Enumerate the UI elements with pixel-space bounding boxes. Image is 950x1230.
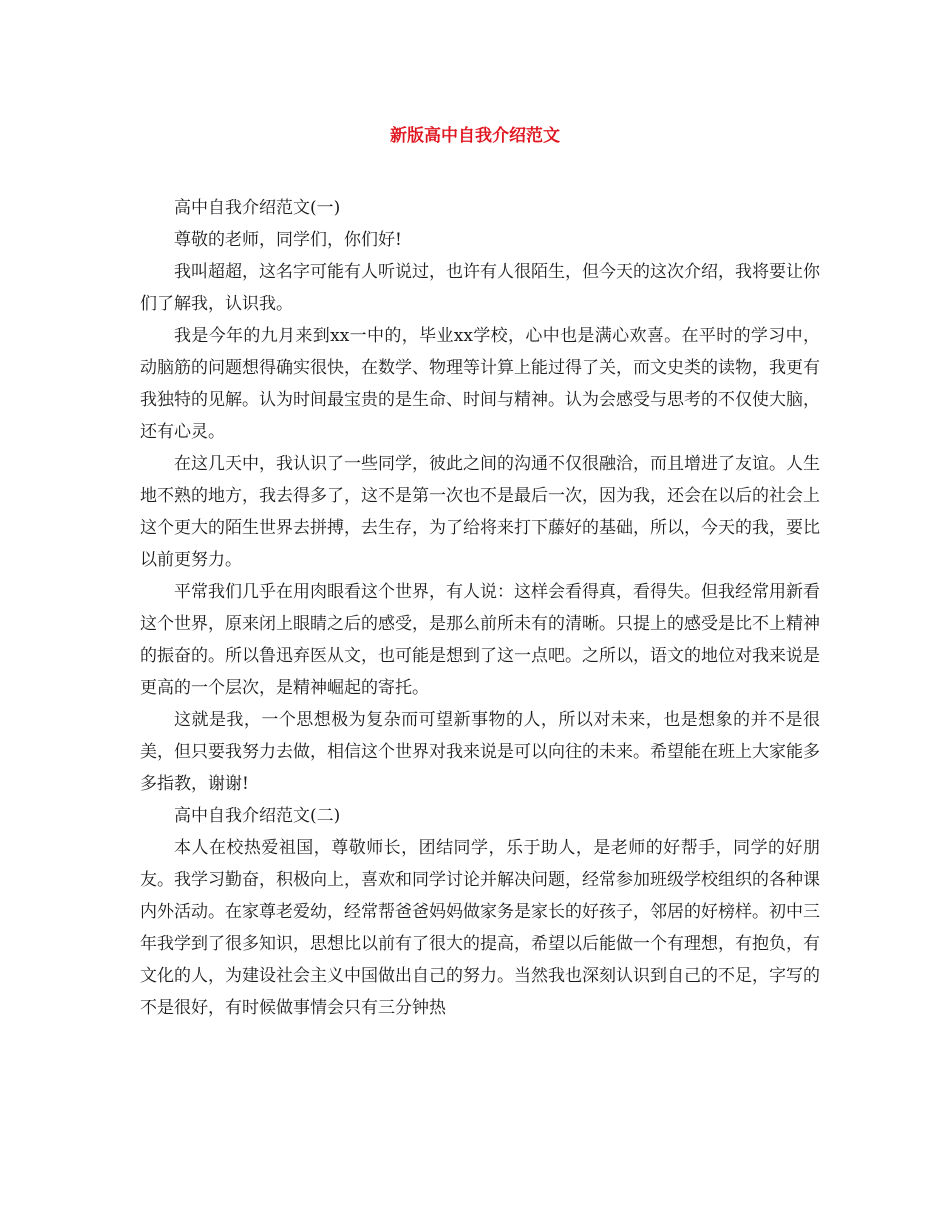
body-paragraph: 我是今年的九月来到xx一中的，毕业xx学校，心中也是满心欢喜。在平时的学习中，动脑筋的问题想得确实很快，在数学、物理等计算上能过得了关，而文史类的读物，我更有我独特的见解。认为时间最宝贵的是生命、时间与精神。认为会感受与思考的不仅使大脑，还有心灵。 <box>140 326 820 442</box>
body-paragraph: 我叫超超，这名字可能有人听说过，也许有人很陌生，但今天的这次介绍，我将要让你们了解我，认识我。 <box>140 262 820 314</box>
body-paragraph: 平常我们几乎在用肉眼看这个世界，有人说：这样会看得真，看得失。但我经常用新看这个世界，原来闭上眼睛之后的感受，是那么前所未有的清晰。只提上的感受是比不上精神的振奋的。所以鲁迅弃医从文，也可能是想到了这一点吧。之所以，语文的地位对我来说是更高的一个层次，是精神崛起的寄托。 <box>140 582 820 698</box>
body-paragraph: 这就是我，一个思想极为复杂而可望新事物的人，所以对未来，也是想象的并不是很美，但只要我努力去做，相信这个世界对我来说是可以向往的未来。希望能在班上大家能多多指教，谢谢! <box>140 710 820 794</box>
document-body <box>140 192 820 1024</box>
document-title: 新版高中自我介绍范文 <box>390 126 560 146</box>
greeting-paragraph: 尊敬的老师，同学们，你们好! <box>174 230 402 250</box>
section-heading-1: 高中自我介绍范文(一) <box>174 198 341 218</box>
section-heading-2: 高中自我介绍范文(二) <box>174 806 341 826</box>
body-paragraph: 在这几天中，我认识了一些同学，彼此之间的沟通不仅很融洽，而且增进了友谊。人生地不熟的地方，我去得多了，这不是第一次也不是最后一次，因为我，还会在以后的社会上这个更大的陌生世界去拼搏，去生存，为了给将来打下藤好的基础，所以，今天的我，要比以前更努力。 <box>140 454 820 570</box>
body-paragraph: 本人在校热爱祖国，尊敬师长，团结同学，乐于助人，是老师的好帮手，同学的好朋友。我学习勤奋，积极向上，喜欢和同学讨论并解决问题，经常参加班级学校组织的各种课内外活动。在家尊老爱幼，经常帮爸爸妈妈做家务是家长的好孩子，邻居的好榜样。初中三年我学到了很多知识，思想比以前有了很大的提高，希望以后能做一个有理想，有抱负，有文化的人，为建设社会主义中国做出自己的努力。当然我也深刻认识到自己的不足，字写的不是很好，有时候做事情会只有三分钟热 <box>140 838 820 1018</box>
